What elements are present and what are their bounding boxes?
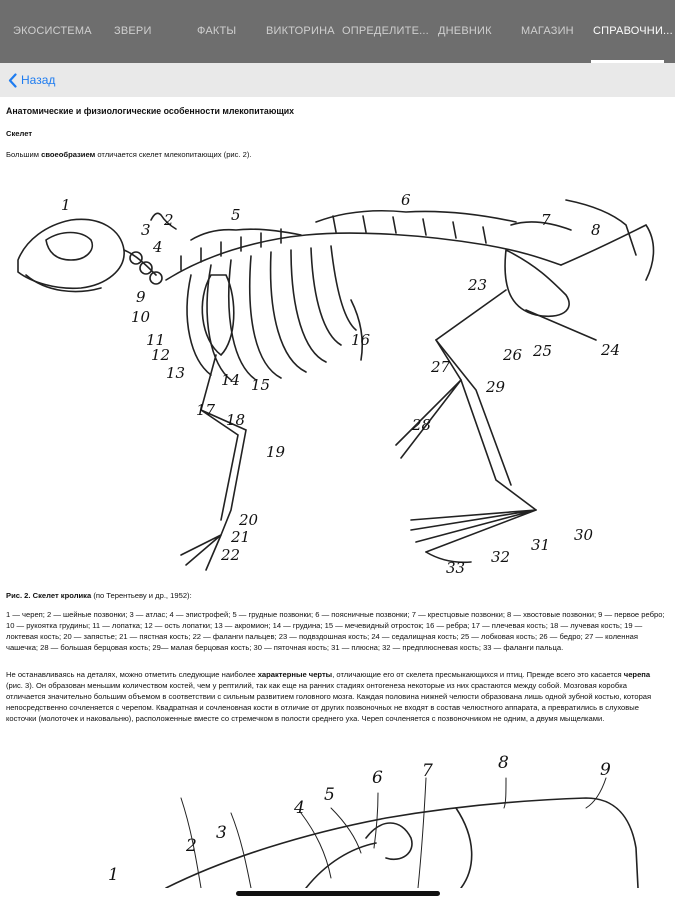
- skull-label-8: 8: [498, 753, 509, 773]
- skeleton-label-24: 24: [601, 341, 621, 359]
- skeleton-label-16: 16: [351, 331, 371, 349]
- skull-label-1: 1: [108, 865, 119, 885]
- back-button[interactable]: [8, 71, 55, 89]
- figure-caption: Рис. 2. Скелет кролика (по Терентьеву и др., 1952):: [6, 591, 192, 600]
- chevron-left-icon: [8, 73, 17, 88]
- tab-reference[interactable]: СПРАВОЧНИ...: [593, 25, 673, 37]
- skull-label-2: 2: [186, 836, 197, 856]
- tab-identifier[interactable]: ОПРЕДЕЛИТЕ...: [342, 25, 429, 37]
- skeleton-label-9: 9: [136, 288, 146, 306]
- tab-diary[interactable]: ДНЕВНИК: [438, 25, 492, 37]
- skeleton-label-8: 8: [591, 221, 601, 239]
- skeleton-label-4: 4: [153, 238, 163, 256]
- skull-label-6: 6: [372, 768, 383, 788]
- skeleton-label-25: 25: [533, 342, 553, 360]
- skull-figure: [6, 738, 668, 888]
- tab-facts[interactable]: ФАКТЫ: [197, 25, 237, 37]
- skull-label-3: 3: [216, 823, 227, 843]
- skeleton-label-12: 12: [151, 346, 171, 364]
- intro-paragraph: Большим своеобразием отличается скелет млекопитающих (рис. 2).: [6, 150, 252, 159]
- skeleton-label-22: 22: [221, 546, 241, 564]
- tab-ecosystem[interactable]: ЭКОСИСТЕМА: [13, 25, 92, 37]
- skeleton-label-27: 27: [431, 358, 451, 376]
- skeleton-label-23: 23: [468, 276, 488, 294]
- skeleton-label-28: 28: [412, 416, 432, 434]
- skeleton-label-21: 21: [231, 528, 251, 546]
- skeleton-label-2: 2: [164, 211, 174, 229]
- skeleton-label-5: 5: [231, 206, 241, 224]
- skeleton-label-26: 26: [503, 346, 523, 364]
- skeleton-label-3: 3: [141, 221, 151, 239]
- article-title: Анатомические и физиологические особенности млекопитающих: [6, 106, 295, 116]
- skeleton-label-20: 20: [239, 511, 259, 529]
- tab-shop[interactable]: МАГАЗИН: [521, 25, 574, 37]
- skeleton-label-30: 30: [574, 526, 594, 544]
- tab-quiz[interactable]: ВИКТОРИНА: [266, 25, 335, 37]
- nav-bar: [0, 63, 675, 97]
- skeleton-label-32: 32: [491, 548, 511, 566]
- top-tab-bar: [0, 0, 675, 63]
- skeleton-label-33: 33: [446, 559, 466, 577]
- skeleton-label-11: 11: [146, 331, 166, 349]
- characteristics-paragraph: Не останавливаясь на деталях, можно отметить следующие наиболее характерные черты, отличающие его от скелета пресмыкающихся и птиц. Прежде всего это касается черепа (рис. 3). Он образован меньшим количеством костей, чем у рептилий, так как еще на ранних стадиях онтогенеза некоторые из них срастаются между собой. Мозговая коробка отличается значительно большим объемом в соответствии с сильным развитием головного мозга. Каждая половина нижней челюсти образована лишь одной зубной костью, которая непосредственно сочленяется с черепом. Квадратная и сочленовная кости в отличие от других позвоночных не входят в состав челюстного аппарата, а превратились в слуховые косточки (молоточек и наковальню), расположенные вместе со стремечком в полости среднего уха. Череп сочленяется с позвоночником не одним, а двумя мыщелками.: [6, 670, 652, 723]
- back-label: Назад: [21, 73, 56, 87]
- skeleton-label-15: 15: [251, 376, 271, 394]
- tab-animals[interactable]: ЗВЕРИ: [114, 25, 152, 37]
- skeleton-label-13: 13: [166, 364, 186, 382]
- rabbit-skeleton-figure: [6, 180, 668, 580]
- skeleton-label-1: 1: [61, 196, 71, 214]
- skeleton-label-19: 19: [266, 443, 286, 461]
- skull-label-5: 5: [324, 785, 335, 805]
- skeleton-label-10: 10: [131, 308, 151, 326]
- skeleton-label-14: 14: [221, 371, 241, 389]
- skeleton-label-17: 17: [196, 401, 216, 419]
- skull-label-7: 7: [422, 761, 433, 781]
- skeleton-label-6: 6: [401, 191, 411, 209]
- skeleton-label-31: 31: [531, 536, 551, 554]
- figure-legend: 1 — череп; 2 — шейные позвонки; 3 — атлас; 4 — эпистрофей; 5 — грудные позвонки; 6 — поясничные позвонки; 7 — крестцовые позвонки; 8 — хвостовые позвонки; 9 — первое ребро; 10 — рукоятка грудины; 11 — лопатка; 12 — ость лопатки; 13 — акромион; 14 — грудина; 15 — мечевидный отросток; 16 — ребра; 17 — плечевая кость; 18 — лучевая кость; 19 — локтевая кость; 20 — запястье; 21 — пястная кость; 22 — фаланги пальцев; 23 — подвздошная кость; 24 — седалищная кость; 25 — лобковая кость; 26 — бедро; 27 — коленная чашечка; 28 — большая берцовая кость; 29— малая берцовая кость; 30 — пяточная кость; 31 — плюсна; 32 — предплюсневая кость; 33 — фаланги пальца.: [6, 610, 665, 652]
- home-indicator: [236, 891, 440, 896]
- skeleton-label-29: 29: [486, 378, 506, 396]
- skull-label-9: 9: [600, 760, 611, 780]
- skeleton-label-18: 18: [226, 411, 246, 429]
- skeleton-label-7: 7: [541, 211, 551, 229]
- section-heading: Скелет: [6, 129, 33, 138]
- skull-label-4: 4: [294, 798, 305, 818]
